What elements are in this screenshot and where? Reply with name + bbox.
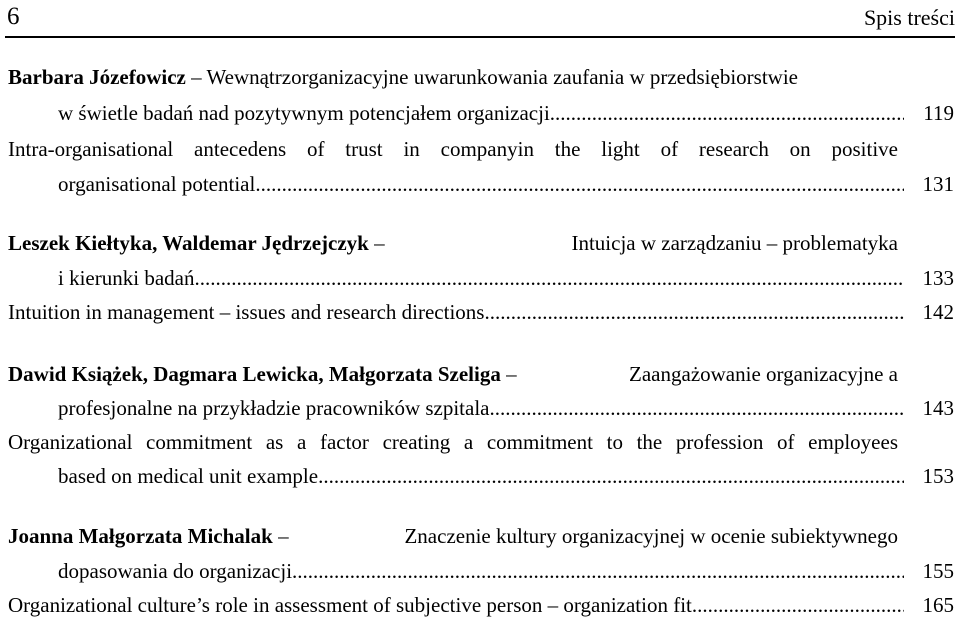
toc-entry-4-pl-line [58,556,954,586]
toc-entry-2-title-pl-line2: i kierunki badań [58,266,195,290]
toc-entry-4-heading [8,521,898,551]
toc-entry-1-en-line [58,169,954,199]
toc-entry-3-pl-line [58,393,954,423]
toc-entry-2-en-line [8,297,954,327]
toc-entry-4-page-pl: 155 [922,559,954,583]
toc-entry-1-title-pl-line1: Wewnątrzorganizacyjne uwarunkowania zaufania w przedsiębiorstwie [206,65,798,89]
toc-entry-1-title-en-line2: organisational potential [58,172,256,196]
dot-leader [484,297,904,327]
toc-entry-2-author: Leszek Kiełtyka, Waldemar Jędrzejczyk [8,231,369,255]
page-number: 6 [7,3,20,30]
toc-entry-1-heading [8,62,954,92]
toc-entry-1-page-pl: 119 [923,101,954,125]
dash-separator: – [506,362,517,386]
toc-entry-3-title-pl-line1: Zaangażowanie organizacyjne a [629,362,898,386]
toc-entry-2-heading [8,228,898,258]
toc-entry-3-en-line [58,461,954,491]
toc-entry-4-author: Joanna Małgorzata Michalak [8,524,273,548]
toc-entry-4-title-pl-line1: Znaczenie kultury organizacyjnej w ocenie subiektywnego [404,524,898,548]
toc-entry-3-title-pl-line2: profesjonalne na przykładzie pracowników szpitala [58,396,490,420]
dot-leader [292,556,904,586]
toc-entry-1-author: Barbara Józefowicz [8,65,186,89]
toc-entry-2-title-pl-line1: Intuicja w zarządzaniu – problematyka [571,231,898,255]
dot-leader [692,590,904,620]
page-header [5,0,955,38]
toc-entry-3-heading [8,359,898,389]
toc-entry-4-page-en: 165 [922,593,954,617]
dot-leader [490,393,905,423]
dot-leader [194,263,904,293]
toc-entry-2-page-pl: 133 [922,266,954,290]
toc-entry-1-page-en: 131 [922,172,954,196]
toc-entry-3-title-en-line1: Organizational commitment as a factor creating a commitment to the profession of employees [8,430,898,454]
toc-entry-1-title-pl-line2: w świetle badań nad pozytywnym potencjałem organizacji. [58,101,556,125]
dash-separator: – [191,65,207,89]
dot-leader [555,98,904,128]
toc-entry-2-pl-line [58,263,954,293]
toc-entry-2-title-en-line1: Intuition in management – issues and research directions [8,300,485,324]
toc-entry-3-page-pl: 143 [922,396,954,420]
toc-entry-3-title-en-line2: based on medical unit example [58,464,319,488]
toc-entry-4-en-line [8,590,954,620]
toc-entry-1-title-en-line1: Intra-organisational antecedens of trust in companyin the light of research on positive [8,137,898,161]
toc-entry-1-pl-line [58,98,954,128]
dot-leader [318,461,904,491]
dash-separator: – [374,231,385,255]
toc-entry-3-page-en: 153 [922,464,954,488]
toc-entry-4-title-en-line1: Organizational culture’s role in assessment of subjective person – organization fit [8,593,692,617]
running-title: Spis treści [863,5,955,30]
toc-entry-3-author: Dawid Książek, Dagmara Lewicka, Małgorzata Szeliga [8,362,501,386]
toc-entry-4-title-pl-line2: dopasowania do organizacji [58,559,293,583]
dash-separator: – [278,524,289,548]
dot-leader [255,169,904,199]
toc-entry-2-page-en: 142 [922,300,954,324]
